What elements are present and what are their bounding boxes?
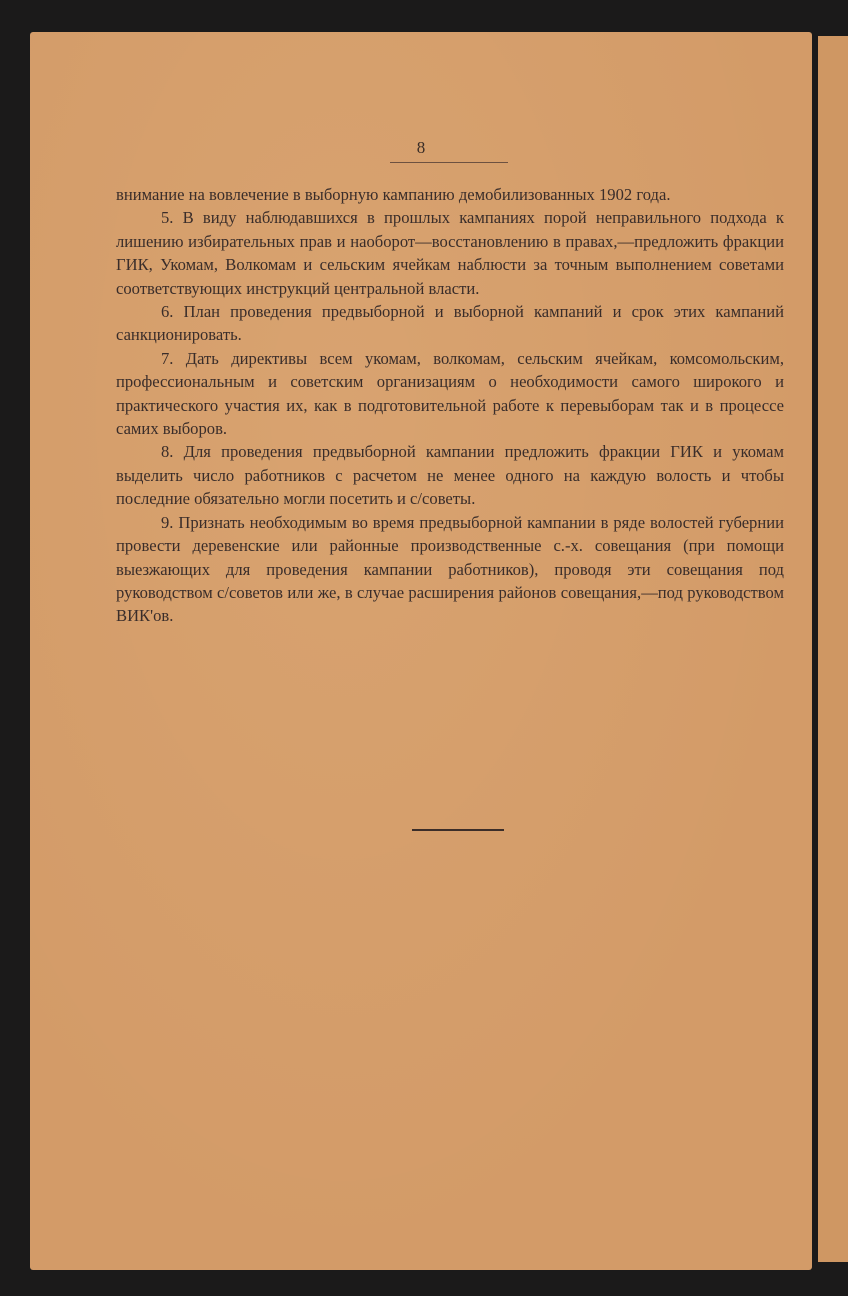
paragraph-continuation: внимание на вовлечение в выборную кампанию демобилизованных 1902 года. <box>116 185 671 204</box>
header-rule <box>390 162 508 163</box>
paragraph-item-9: 9. Признать необходимым во время предвыборной кампании в ряде волостей губернии провести деревенские или районные производственные с.-х. совещания (при помощи выезжающих для проведения кампании работников), проводя эти совещания под руководством с/советов или же, в случае расширения районов совещания,—под руководством ВИК'ов. <box>116 512 784 626</box>
document-page <box>30 32 812 1270</box>
paragraph-item-6: 6. План проведения предвыборной и выборной кампаний и срок этих кампаний санкционировать. <box>116 302 784 345</box>
paragraph-item-7: 7. Дать директивы всем укомам, волкомам, сельским ячейкам, комсомольским, профессиональным и советским организациям о необходимости самого широкого и практического участия их, как в подготовительной работе к перевыборам так и в процессе самих выборов. <box>116 348 784 439</box>
body-text <box>116 183 784 628</box>
paragraph-item-5: 5. В виду наблюдавшихся в прошлых кампаниях порой неправильного подхода к лишению избирательных прав и наоборот—восстановлению в правах,—предложить фракции ГИК, Укомам, Волкомам и сельским ячейкам наблюсти за точным выполнением советами соответствующих инструкций центральной власти. <box>116 208 784 298</box>
adjacent-page-edge <box>818 36 848 1262</box>
page-number: 8 <box>416 138 426 157</box>
paragraph-item-8: 8. Для проведения предвыборной кампании предложить фракции ГИК и укомам выделить число работников с расчетом не менее одного на каждую волость и чтобы последние обязательно могли посетить и с/советы. <box>116 442 784 509</box>
end-rule <box>412 829 504 831</box>
